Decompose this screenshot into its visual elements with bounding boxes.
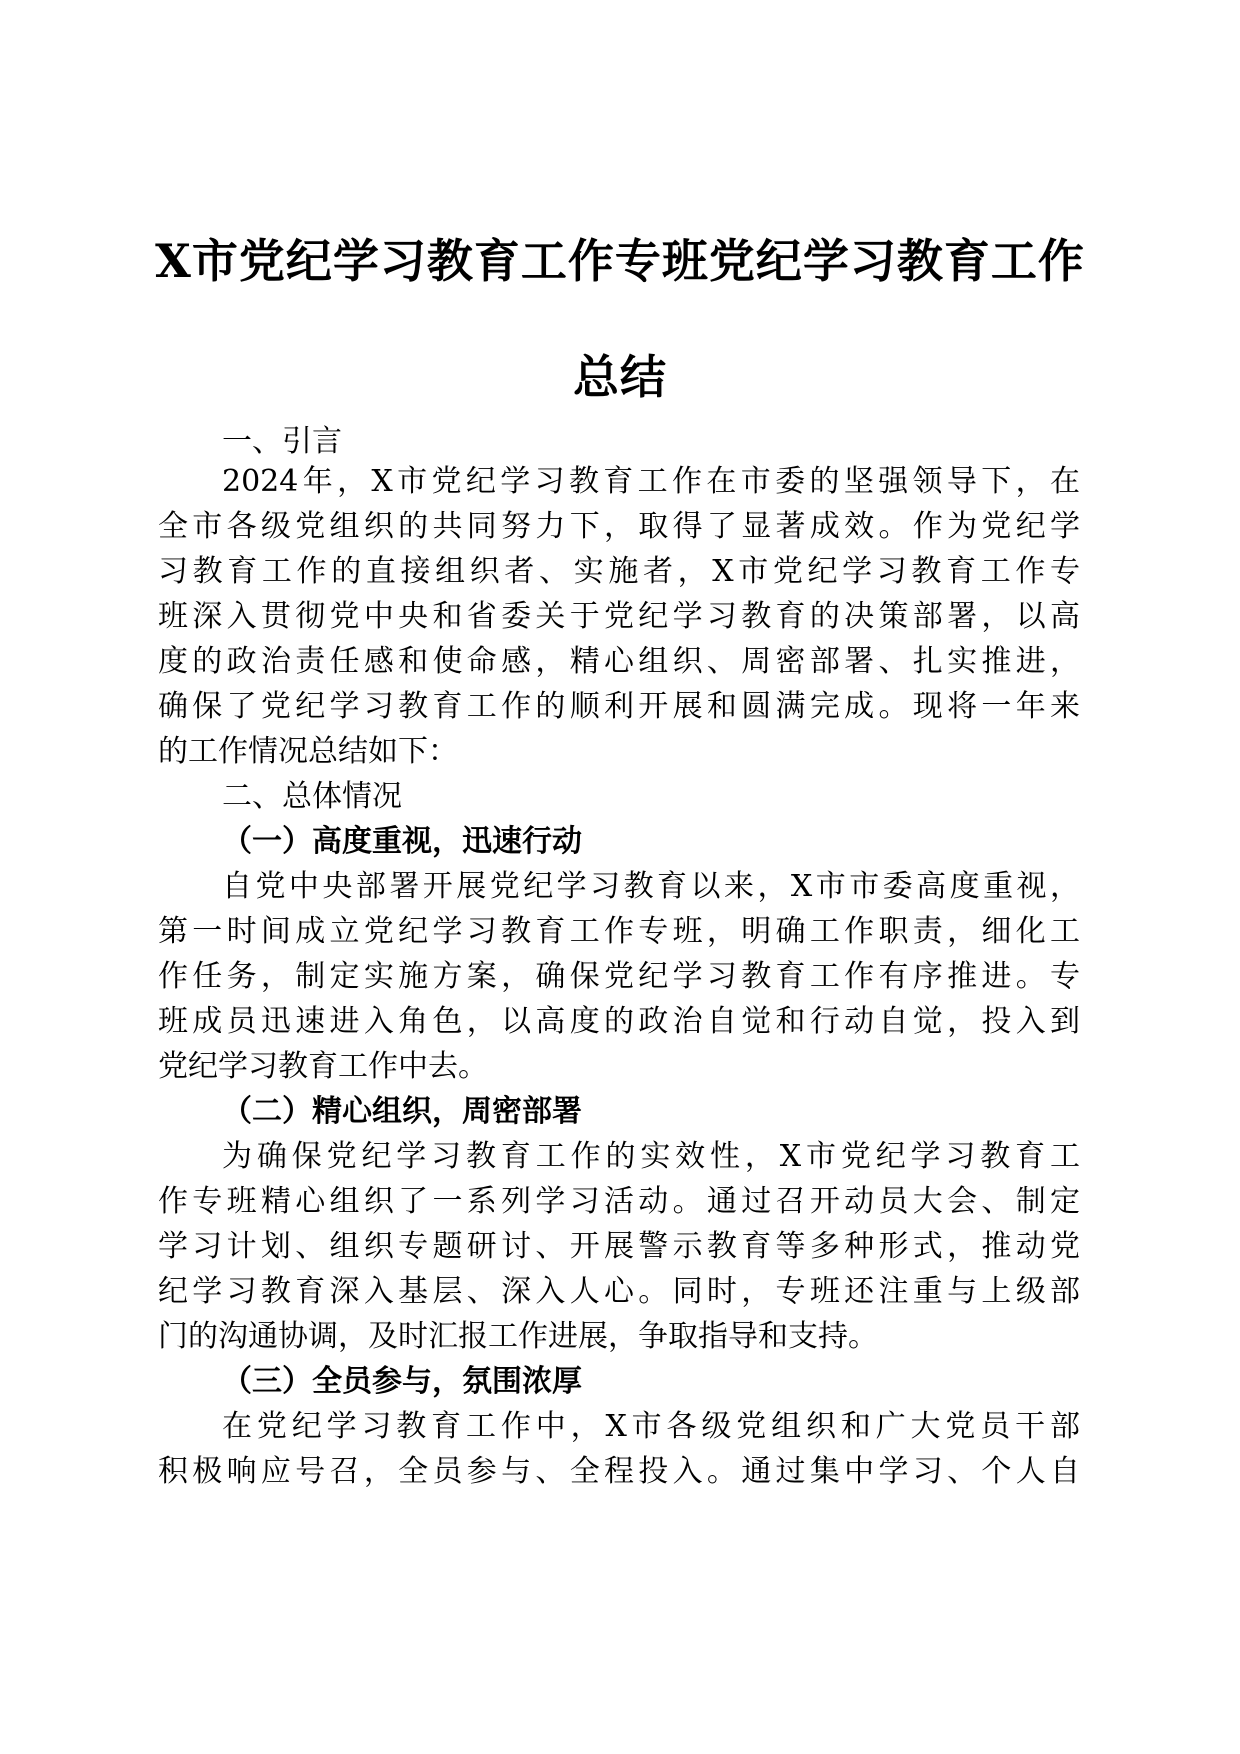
paragraph-line: 纪学习教育深入基层、深入人心。同时，专班还注重与上级部	[158, 1274, 1080, 1309]
paragraph-line: 班深入贯彻党中央和省委关于党纪学习教育的决策部署，以高	[158, 599, 1080, 634]
paragraph-line: 全市各级党组织的共同努力下，取得了显著成效。作为党纪学	[158, 509, 1080, 544]
paragraph-line: 在党纪学习教育工作中，X市各级党组织和广大党员干部	[222, 1409, 1080, 1444]
paragraph-line: 作任务，制定实施方案，确保党纪学习教育工作有序推进。专	[158, 959, 1080, 994]
section-heading-intro: 一、引言	[222, 424, 342, 459]
paragraph-line: 习教育工作的直接组织者、实施者，X市党纪学习教育工作专	[158, 554, 1080, 589]
paragraph-line: 第一时间成立党纪学习教育工作专班，明确工作职责，细化工	[158, 914, 1080, 949]
paragraph-line: 积极响应号召，全员参与、全程投入。通过集中学习、个人自	[158, 1454, 1080, 1489]
paragraph-line: 为确保党纪学习教育工作的实效性，X市党纪学习教育工	[222, 1139, 1080, 1174]
paragraph-line: 的工作情况总结如下：	[158, 734, 458, 769]
section-heading-overview: 二、总体情况	[222, 779, 402, 814]
document-title-line1: X市党纪学习教育工作专班党纪学习教育工作	[155, 234, 1085, 288]
subsection-heading-3: （三）全员参与，氛围浓厚	[222, 1364, 582, 1399]
paragraph-line: 门的沟通协调，及时汇报工作进展，争取指导和支持。	[158, 1319, 878, 1354]
paragraph-line: 2024年，X市党纪学习教育工作在市委的坚强领导下，在	[222, 464, 1080, 499]
paragraph-line: 确保了党纪学习教育工作的顺利开展和圆满完成。现将一年来	[158, 689, 1080, 724]
paragraph-line: 学习计划、组织专题研讨、开展警示教育等多种形式，推动党	[158, 1229, 1080, 1264]
subsection-heading-2: （二）精心组织，周密部署	[222, 1094, 582, 1129]
paragraph-line: 作专班精心组织了一系列学习活动。通过召开动员大会、制定	[158, 1184, 1080, 1219]
document-title-line2: 总结	[573, 350, 667, 404]
paragraph-line: 度的政治责任感和使命感，精心组织、周密部署、扎实推进，	[158, 644, 1080, 679]
subsection-heading-1: （一）高度重视，迅速行动	[222, 824, 582, 859]
paragraph-line: 自党中央部署开展党纪学习教育以来，X市市委高度重视，	[222, 869, 1080, 904]
paragraph-line: 班成员迅速进入角色，以高度的政治自觉和行动自觉，投入到	[158, 1004, 1080, 1039]
paragraph-line: 党纪学习教育工作中去。	[158, 1049, 488, 1084]
